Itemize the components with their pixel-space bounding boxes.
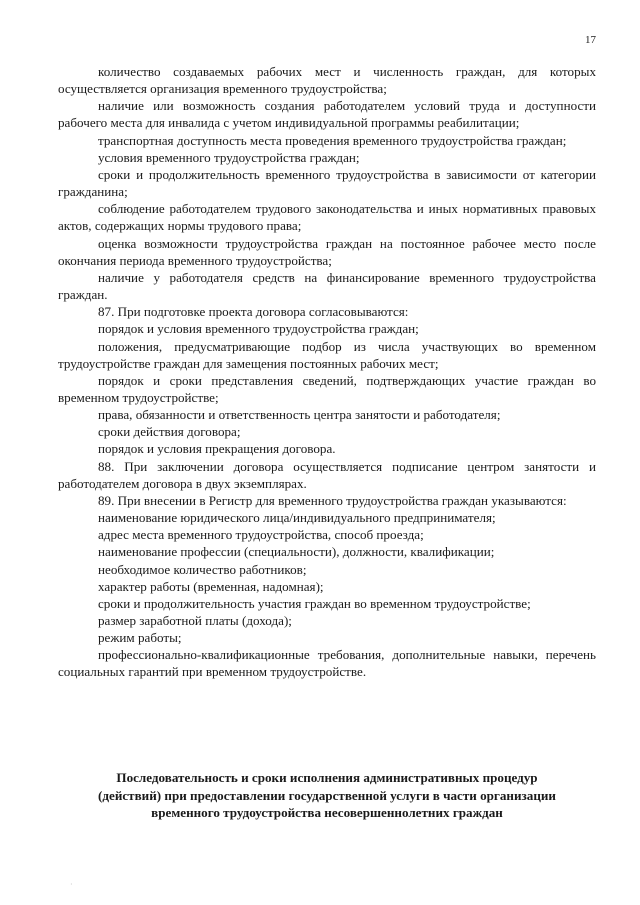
paragraph: 87. При подготовке проекта договора согласовываются: (98, 304, 409, 320)
paragraph: наличие у работодателя средств на финансирование временного трудоустройства граждан. (58, 269, 596, 303)
paragraph: порядок и условия прекращения договора. (98, 441, 336, 457)
paragraph: характер работы (временная, надомная); (98, 578, 324, 594)
heading-line: временного трудоустройства несовершеннолетних граждан (151, 805, 503, 820)
paragraph: наличие или возможность создания работодателем условий труда и доступности рабочего места для инвалида с учетом индивидуальной программы реабилитации; (58, 98, 596, 131)
paragraph: наименование юридического лица/индивидуального предпринимателя; (98, 510, 496, 526)
paragraph: порядок и условия временного трудоустройства граждан; (98, 321, 419, 337)
paragraph: необходимое количество работников; (98, 561, 307, 577)
heading-line: Последовательность и сроки исполнения административных процедур (116, 770, 538, 785)
paragraph: соблюдение работодателем трудового законодательства и иных нормативных правовых актов, содержащих нормы трудового права; (58, 201, 596, 234)
paragraph: профессионально-квалификационные требования, дополнительные навыки, перечень социальных гарантий при временном трудоустройстве. (58, 647, 596, 680)
paragraph: права, обязанности и ответственность центра занятости и работодателя; (98, 407, 501, 423)
paragraph: транспортная доступность места проведения временного трудоустройства граждан; (98, 132, 567, 148)
paragraph: сроки и продолжительность временного трудоустройства в зависимости от категории гражданина; (58, 166, 596, 200)
heading-line: (действий) при предоставлении государственной услуги в части организации (98, 787, 556, 803)
document-body (58, 63, 596, 681)
paragraph: наименование профессии (специальности), должности, квалификации; (98, 544, 495, 560)
paragraph: сроки и продолжительность участия граждан во временном трудоустройстве; (98, 595, 531, 611)
paragraph: положения, предусматривающие подбор из числа участвующих во временном трудоустройстве граждан для замещения постоянных рабочих мест; (58, 338, 596, 371)
paragraph: сроки действия договора; (98, 424, 241, 440)
paragraph: 88. При заключении договора осуществляется подписание центром занятости и работодателем договора в двух экземплярах. (58, 458, 596, 491)
paragraph: размер заработной платы (дохода); (98, 613, 292, 628)
paragraph: условия временного трудоустройства граждан; (98, 149, 360, 165)
scan-speck: · (70, 880, 73, 889)
paragraph: количество создаваемых рабочих мест и численность граждан, для которых осуществляется организация временного трудоустройства; (58, 64, 596, 97)
paragraph: адрес места временного трудоустройства, способ проезда; (98, 527, 424, 543)
paragraph: порядок и сроки представления сведений, подтверждающих участие граждан во временном трудоустройстве; (58, 372, 596, 405)
paragraph: оценка возможности трудоустройства граждан на постоянное рабочее место после окончания периода временного трудоустройства; (58, 235, 596, 268)
page-number: 17 (585, 34, 596, 46)
section-heading (58, 769, 596, 822)
paragraph: 89. При внесении в Регистр для временного трудоустройства граждан указываются: (98, 492, 567, 508)
paragraph: режим работы; (98, 630, 182, 646)
